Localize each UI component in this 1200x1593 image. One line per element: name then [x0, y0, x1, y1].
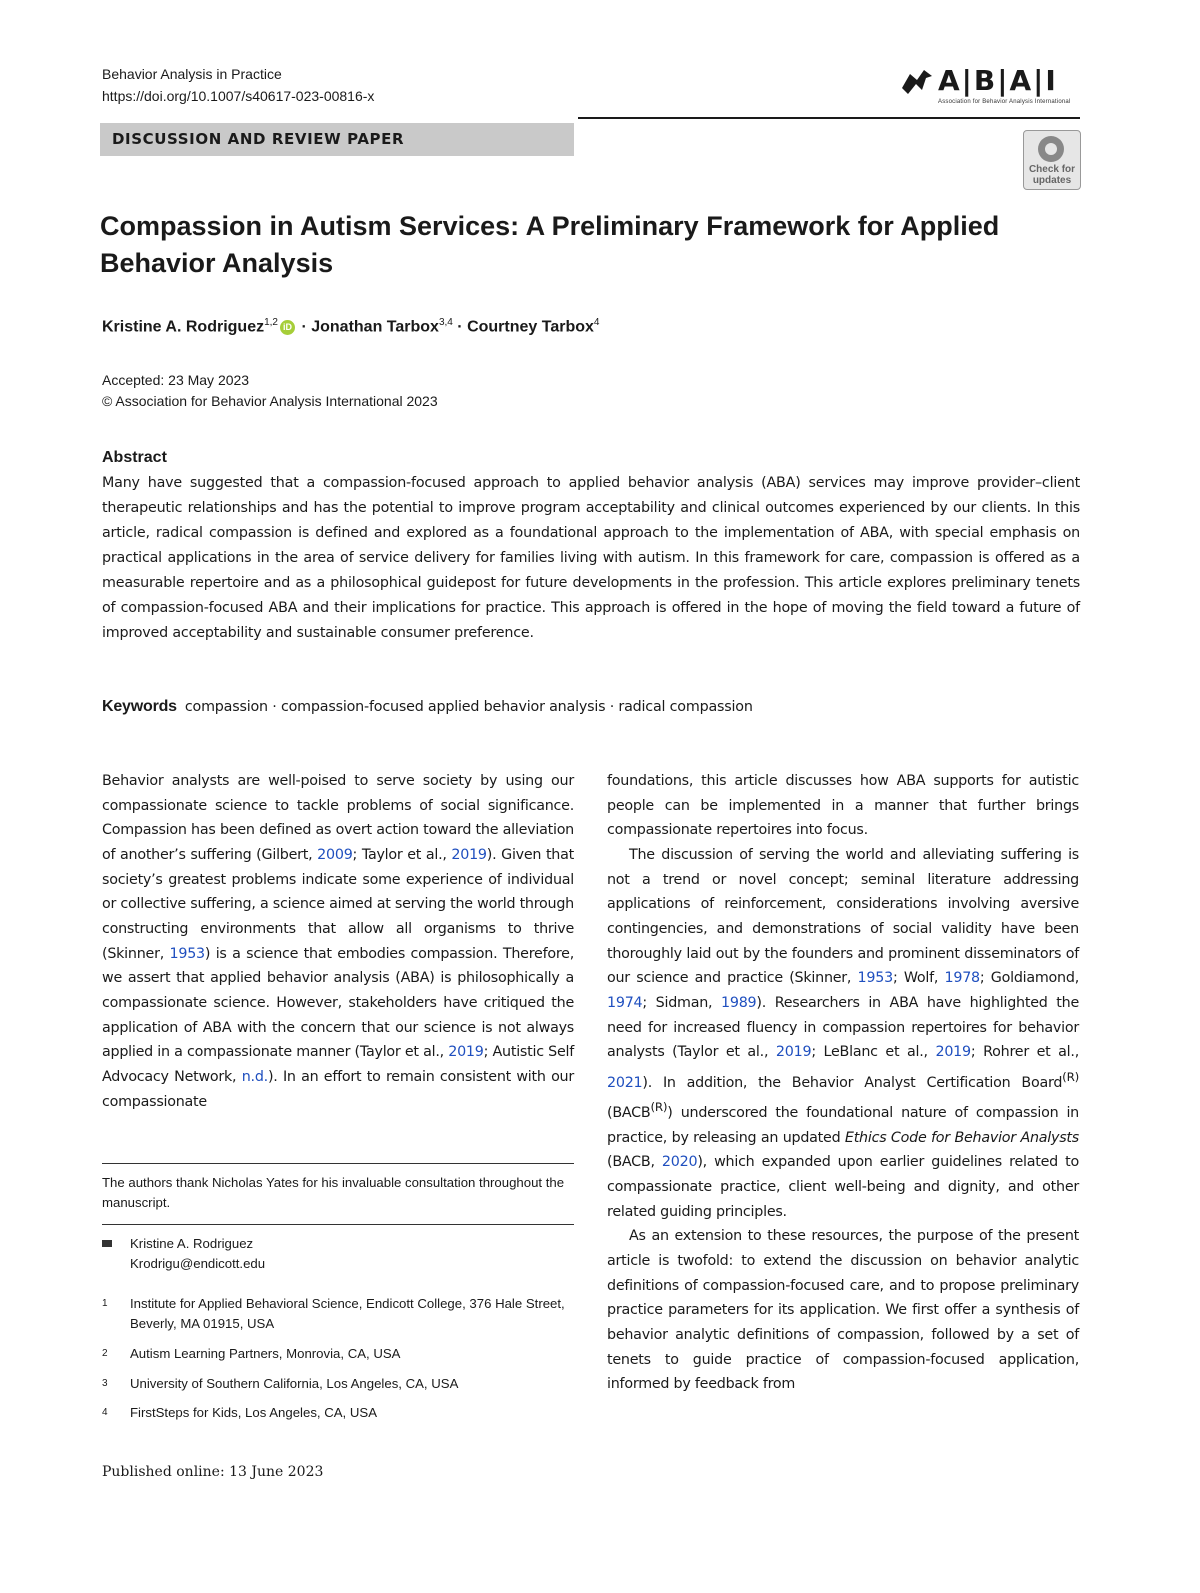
affiliation-text: Institute for Applied Behavioral Science, Endicott College, 376 Hale Street, Beverly, MA 01915, USA — [130, 1296, 565, 1331]
affiliation-item — [102, 1294, 574, 1334]
affiliation-number: 4 — [102, 1407, 108, 1418]
body-paragraph — [607, 769, 1079, 843]
footnote-rule — [102, 1163, 574, 1164]
registered-mark: (R) — [1062, 1069, 1079, 1084]
citation-link[interactable]: n.d. — [241, 1068, 268, 1085]
citation-link[interactable]: 1953 — [169, 945, 205, 962]
citation-link[interactable]: 2019 — [451, 846, 487, 863]
text-run: (BACB — [607, 1105, 651, 1122]
paper-type-banner — [100, 123, 574, 156]
affiliation-number: 1 — [102, 1298, 108, 1309]
citation-link[interactable]: 1978 — [944, 970, 980, 987]
affiliation-text: FirstSteps for Kids, Los Angeles, CA, USA — [130, 1405, 378, 1420]
text-run: foundations, this article discusses how ABA supports for autistic people can be implemented in a manner that further brings compassionate repertoires into focus. — [607, 773, 1079, 839]
affiliation-text: University of Southern California, Los Angeles, CA, USA — [130, 1376, 459, 1391]
correspondence-block — [102, 1234, 574, 1276]
citation-link[interactable]: 2019 — [448, 1044, 484, 1061]
keywords-line — [102, 695, 753, 719]
text-run: ; Autistic Self Advocacy Network, — [102, 1044, 575, 1085]
acknowledgment-note: The authors thank Nicholas Yates for his invaluable consultation throughout the manuscript. — [102, 1175, 565, 1210]
published-online-date: Published online: 13 June 2023 — [102, 1464, 324, 1480]
citation-link[interactable]: 1989 — [721, 994, 757, 1011]
keywords-text: compassion · compassion-focused applied behavior analysis · radical compassion — [184, 699, 753, 715]
body-paragraph — [607, 843, 1079, 1224]
journal-name: Behavior Analysis in Practice — [102, 66, 282, 82]
text-run: Behavior analysts are well-poised to serve society by using our compassionate science to tackle problems of social significance. Compassion has been defined as overt action toward the alleviation of another’s suffering (Gilbert, — [102, 773, 574, 863]
text-run: ; Taylor et al., — [352, 846, 452, 863]
author-separator: · — [297, 318, 312, 336]
update-check-icon — [1038, 136, 1064, 162]
text-run: ). In an effort to remain consistent with our compassionate — [102, 1068, 574, 1110]
affiliation-item — [102, 1344, 574, 1364]
check-for-updates-label: Check for updates — [1028, 164, 1076, 186]
envelope-icon — [102, 1234, 120, 1255]
author-affiliation: 3,4 — [438, 317, 453, 328]
text-run: ; Sidman, — [642, 994, 721, 1011]
affiliation-number: 3 — [102, 1378, 108, 1389]
text-run: ; Wolf, — [892, 970, 945, 987]
body-paragraph — [607, 1224, 1079, 1397]
text-run: (BACB, — [607, 1154, 662, 1171]
correspondence-email[interactable]: Krodrigu@endicott.edu — [130, 1256, 266, 1271]
header-rule — [578, 117, 1080, 119]
paper-title: Compassion in Autism Services: A Preliminary Framework for Applied Behavior Analysis — [100, 211, 1000, 278]
abai-bird-icon — [900, 64, 934, 98]
affiliation-item — [102, 1403, 574, 1423]
keywords-label: Keywords — [102, 698, 177, 715]
author-name[interactable]: Jonathan Tarbox — [311, 318, 439, 336]
orcid-icon[interactable]: iD — [280, 320, 295, 335]
accepted-date: Accepted: 23 May 2023 — [102, 372, 250, 388]
paper-type-label: DISCUSSION AND REVIEW PAPER — [112, 130, 405, 148]
text-run: ; Goldiamond, — [979, 970, 1079, 987]
affiliation-item — [102, 1374, 574, 1394]
abai-logo-tagline: Association for Behavior Analysis International — [938, 99, 1071, 105]
abstract-text: Many have suggested that a compassion-focused approach to applied behavior analysis (ABA) services may improve provider–client therapeutic relationships and has the potential to improve program acceptability and clinical outcomes experienced by our clients. In this article, radical compassion is defined and explored as a foundational approach to the implementation of ABA, with special emphasis on practical applications in the area of service delivery for families living with autism. In this framework for care, compassion is offered as a measurable repertoire and as a philosophical guidepost for future developments in the profession. This article explores preliminary tenets of compassion-focused ABA and their implications for practice. This approach is offered in the hope of moving the field toward a future of improved acceptability and sustainable consumer preference. — [102, 475, 1080, 641]
affiliation-text: Autism Learning Partners, Monrovia, CA, USA — [130, 1346, 401, 1361]
registered-mark: (R) — [650, 1100, 668, 1115]
affiliation-number: 2 — [102, 1348, 108, 1359]
body-column-right — [607, 769, 1079, 1397]
text-run: ; LeBlanc et al., — [811, 1044, 936, 1061]
citation-link[interactable]: 1953 — [857, 970, 893, 987]
emphasized-title: Ethics Code for Behavior Analysts — [844, 1129, 1079, 1146]
citation-link[interactable]: 1974 — [607, 994, 643, 1011]
copyright-notice: © Association for Behavior Analysis International 2023 — [102, 393, 438, 409]
check-for-updates-badge[interactable] — [1023, 130, 1081, 190]
text-run: ). In addition, the Behavior Analyst Certification Board — [642, 1074, 1063, 1091]
author-affiliation: 4 — [593, 317, 600, 328]
text-run: ). Given that society’s greatest problems indicate some experience of individual or collective suffering, a science aimed at serving the world through constructing environments that allow all organisms to thrive (Skinner, — [102, 846, 574, 962]
citation-link[interactable]: 2020 — [661, 1154, 698, 1171]
citation-link[interactable]: 2009 — [317, 846, 353, 863]
text-run: ) is a science that embodies compassion. Therefore, we assert that applied behavior analysis (ABA) is philosophically a compassionate science. However, stakeholders have critiqued the application of ABA with the concern that our science is not always applied in a compassionate manner (Taylor et al., — [102, 945, 574, 1061]
author-name[interactable]: Courtney Tarbox — [467, 318, 594, 336]
body-paragraph — [102, 769, 574, 1114]
abai-logo-letters: A|B|A|I — [938, 64, 1058, 97]
abstract-heading: Abstract — [102, 449, 167, 466]
text-run: ; Rohrer et al., — [970, 1044, 1079, 1061]
text-run: ), which expanded upon earlier guidelines related to compassionate practice, client well-being and dignity, and other related guiding principles. — [607, 1154, 1079, 1220]
text-run: ) underscored the foundational nature of compassion in practice, by releasing an updated — [607, 1105, 1079, 1146]
correspondence-name: Kristine A. Rodriguez — [130, 1236, 254, 1251]
citation-link[interactable]: 2019 — [775, 1044, 812, 1061]
author-name[interactable]: Kristine A. Rodriguez — [102, 318, 265, 336]
abai-logo[interactable] — [900, 64, 1080, 106]
citation-link[interactable]: 2019 — [935, 1044, 971, 1061]
author-list — [102, 311, 599, 339]
author-separator: · — [452, 318, 468, 336]
doi-link[interactable]: https://doi.org/10.1007/s40617-023-00816-x — [102, 88, 375, 104]
text-run: As an extension to these resources, the purpose of the present article is twofold: to extend the discussion on behavior analytic definitions of compassion-focused care, and to propose preliminary practice parameters for its application. We first offer a synthesis of behavior analytic definitions of compassion, followed by a set of tenets to guide practice of compassion-focused application, informed by feedback from — [607, 1228, 1079, 1393]
text-run: The discussion of serving the world and alleviating suffering is not a trend or novel concept; seminal literature addressing applications of reinforcement, considerations involving aversive contingencies, and demonstrations of social validity have been thoroughly laid out by the founders and prominent disseminators of our science and practice (Skinner, — [607, 846, 1079, 987]
footnote-rule — [102, 1224, 574, 1225]
citation-link[interactable]: 2021 — [607, 1074, 643, 1091]
author-affiliation: 1,2 — [264, 317, 278, 328]
body-column-left — [102, 769, 574, 1114]
text-run: ). Researchers in ABA have highlighted the need for increased fluency in compassion repertoires for behavior analysts (Taylor et al., — [607, 994, 1079, 1061]
